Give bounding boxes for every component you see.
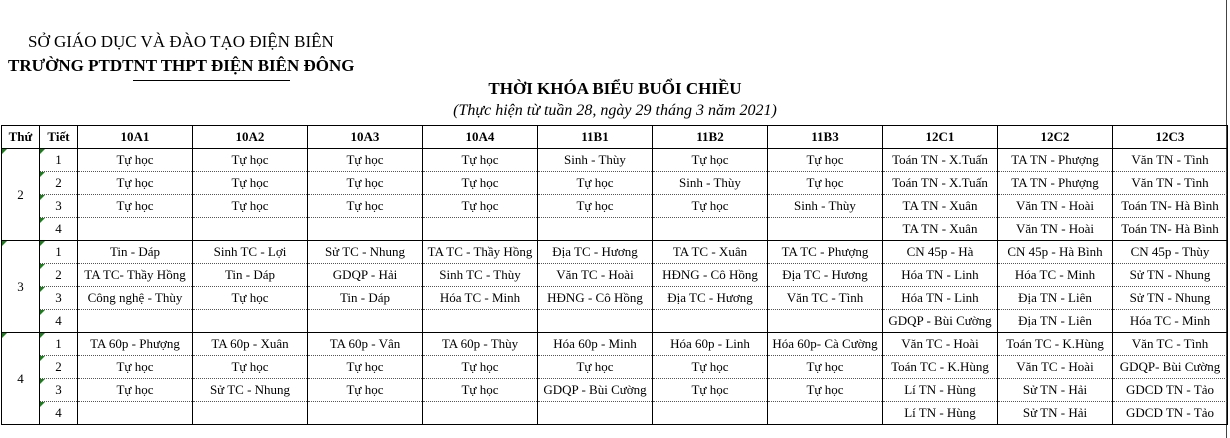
lesson-cell xyxy=(308,402,423,425)
lesson-cell: Văn TN - Hoài xyxy=(998,218,1113,241)
lesson-cell: Sử TN - Nhung xyxy=(1113,264,1228,287)
lesson-cell: Tự học xyxy=(308,149,423,172)
lesson-cell: Tự học xyxy=(193,287,308,310)
period-cell xyxy=(40,264,78,287)
lesson-cell: Lí TN - Hùng xyxy=(883,402,998,425)
cell-marker-icon xyxy=(40,356,45,361)
lesson-cell: Tự học xyxy=(538,195,653,218)
lesson-cell: Sử TN - Hải xyxy=(998,402,1113,425)
lesson-cell: TA TN - Xuân xyxy=(883,195,998,218)
lesson-cell: Công nghệ - Thùy xyxy=(78,287,193,310)
day-label: 3 xyxy=(17,278,24,294)
period-label: 3 xyxy=(55,290,62,305)
lesson-cell: Toán TN - X.Tuấn xyxy=(883,172,998,195)
lesson-cell: TA 60p - Vân xyxy=(308,333,423,356)
col-header-class: 12C3 xyxy=(1113,126,1228,149)
lesson-cell: TA 60p - Xuân xyxy=(193,333,308,356)
period-cell xyxy=(40,172,78,195)
cell-marker-icon xyxy=(40,241,45,246)
table-row xyxy=(2,264,1228,287)
lesson-cell: Hóa TC - Minh xyxy=(998,264,1113,287)
lesson-cell: Tự học xyxy=(308,195,423,218)
lesson-cell xyxy=(78,310,193,333)
lesson-cell: HĐNG - Cô Hồng xyxy=(653,264,768,287)
period-cell xyxy=(40,310,78,333)
cell-marker-icon xyxy=(2,149,7,154)
cell-marker-icon xyxy=(40,310,45,315)
lesson-cell: GDQP - Bùi Cường xyxy=(538,379,653,402)
period-cell xyxy=(40,379,78,402)
period-label: 4 xyxy=(55,313,62,328)
cell-marker-icon xyxy=(40,195,45,200)
lesson-cell: Tự học xyxy=(78,195,193,218)
table-row xyxy=(2,310,1228,333)
col-header-class: 12C2 xyxy=(998,126,1113,149)
lesson-cell: Sử TC - Nhung xyxy=(308,241,423,264)
lesson-cell: Tự học xyxy=(308,356,423,379)
table-row xyxy=(2,379,1228,402)
lesson-cell: TA 60p - Thùy xyxy=(423,333,538,356)
period-cell xyxy=(40,287,78,310)
lesson-cell xyxy=(308,218,423,241)
lesson-cell: Văn TC - Hoài xyxy=(883,333,998,356)
school-name: TRƯỜNG PTDTNT THPT ĐIỆN BIÊN ĐÔNG xyxy=(8,56,355,75)
lesson-cell: TA TN - Phượng xyxy=(998,149,1113,172)
col-header-tiet: Tiết xyxy=(40,126,78,149)
table-row xyxy=(2,333,1228,356)
department-name: SỞ GIÁO DỤC VÀ ĐÀO TẠO ĐIỆN BIÊN xyxy=(28,32,334,51)
lesson-cell xyxy=(653,310,768,333)
table-row xyxy=(2,195,1228,218)
timetable xyxy=(1,125,1228,425)
lesson-cell: Tự học xyxy=(768,149,883,172)
lesson-cell xyxy=(193,310,308,333)
lesson-cell xyxy=(538,218,653,241)
cell-marker-icon xyxy=(40,379,45,384)
lesson-cell: Tự học xyxy=(193,195,308,218)
lesson-cell: Tự học xyxy=(423,149,538,172)
cell-marker-icon xyxy=(40,264,45,269)
lesson-cell: Văn TC - Hoài xyxy=(998,356,1113,379)
lesson-cell: GDQP - Hải xyxy=(308,264,423,287)
lesson-cell: Tự học xyxy=(653,379,768,402)
period-cell xyxy=(40,333,78,356)
lesson-cell: Toán TC - K.Hùng xyxy=(883,356,998,379)
cell-marker-icon xyxy=(40,172,45,177)
lesson-cell: Hóa 60p - Minh xyxy=(538,333,653,356)
period-label: 1 xyxy=(55,152,62,167)
timetable-title: THỜI KHÓA BIỂU BUỔI CHIỀU xyxy=(488,79,742,98)
lesson-cell: CN 45p - Hà xyxy=(883,241,998,264)
period-label: 4 xyxy=(55,221,62,236)
lesson-cell: Toán TN - X.Tuấn xyxy=(883,149,998,172)
col-header-class: 12C1 xyxy=(883,126,998,149)
cell-marker-icon xyxy=(2,241,7,246)
day-label: 2 xyxy=(17,186,24,202)
period-label: 3 xyxy=(55,198,62,213)
period-cell xyxy=(40,402,78,425)
lesson-cell: TA TC- Thầy Hồng xyxy=(78,264,193,287)
lesson-cell: Tự học xyxy=(423,356,538,379)
lesson-cell: Tự học xyxy=(193,172,308,195)
lesson-cell xyxy=(423,218,538,241)
table-row xyxy=(2,172,1228,195)
cell-marker-icon xyxy=(40,287,45,292)
col-header-class: 10A3 xyxy=(308,126,423,149)
period-label: 1 xyxy=(55,244,62,259)
lesson-cell xyxy=(653,402,768,425)
lesson-cell xyxy=(768,310,883,333)
lesson-cell: Sử TN - Nhung xyxy=(1113,287,1228,310)
day-cell xyxy=(2,149,40,241)
day-cell xyxy=(2,333,40,425)
header-row xyxy=(2,126,1228,149)
lesson-cell: Địa TN - Liên xyxy=(998,287,1113,310)
lesson-cell: Tự học xyxy=(768,172,883,195)
lesson-cell: Sử TC - Nhung xyxy=(193,379,308,402)
lesson-cell: Sử TN - Hải xyxy=(998,379,1113,402)
col-header-class: 11B1 xyxy=(538,126,653,149)
period-label: 4 xyxy=(55,405,62,420)
lesson-cell: Tự học xyxy=(308,172,423,195)
lesson-cell: TA TN - Phượng xyxy=(998,172,1113,195)
cell-marker-icon xyxy=(40,402,45,407)
period-cell xyxy=(40,218,78,241)
lesson-cell: Toán TN- Hà Bình xyxy=(1113,195,1228,218)
period-cell xyxy=(40,149,78,172)
period-label: 3 xyxy=(55,382,62,397)
period-cell xyxy=(40,241,78,264)
lesson-cell: Tự học xyxy=(538,172,653,195)
lesson-cell: TA TC - Thầy Hồng xyxy=(423,241,538,264)
lesson-cell: TA 60p - Phượng xyxy=(78,333,193,356)
lesson-cell: Tự học xyxy=(193,356,308,379)
lesson-cell: Tự học xyxy=(653,195,768,218)
lesson-cell: CN 45p - Hà Bình xyxy=(998,241,1113,264)
cell-marker-icon xyxy=(2,333,7,338)
lesson-cell: Tự học xyxy=(653,356,768,379)
lesson-cell: Tự học xyxy=(78,356,193,379)
period-label: 2 xyxy=(55,267,62,282)
lesson-cell: Tự học xyxy=(193,149,308,172)
lesson-cell: Sinh TC - Lợi xyxy=(193,241,308,264)
lesson-cell: Tự học xyxy=(308,379,423,402)
lesson-cell: Lí TN - Hùng xyxy=(883,379,998,402)
lesson-cell: Hóa 60p- Cà Cường xyxy=(768,333,883,356)
cell-marker-icon xyxy=(40,149,45,154)
lesson-cell xyxy=(193,218,308,241)
lesson-cell: Tự học xyxy=(78,149,193,172)
lesson-cell: GDQP - Bùi Cường xyxy=(883,310,998,333)
lesson-cell: Tự học xyxy=(423,195,538,218)
lesson-cell: GDCD TN - Tảo xyxy=(1113,379,1228,402)
lesson-cell: HĐNG - Cô Hồng xyxy=(538,287,653,310)
lesson-cell: Tin - Dáp xyxy=(78,241,193,264)
lesson-cell: Tự học xyxy=(653,149,768,172)
lesson-cell: CN 45p - Thùy xyxy=(1113,241,1228,264)
col-header-class: 10A4 xyxy=(423,126,538,149)
lesson-cell: Tự học xyxy=(423,379,538,402)
lesson-cell: Tự học xyxy=(78,172,193,195)
lesson-cell: Hóa 60p - Linh xyxy=(653,333,768,356)
col-header-class: 10A1 xyxy=(78,126,193,149)
lesson-cell: Văn TC - Tình xyxy=(768,287,883,310)
lesson-cell: GDQP- Bùi Cường xyxy=(1113,356,1228,379)
period-cell xyxy=(40,356,78,379)
lesson-cell: Tự học xyxy=(768,379,883,402)
lesson-cell: Địa TC - Hương xyxy=(538,241,653,264)
lesson-cell xyxy=(538,402,653,425)
timetable-subtitle: (Thực hiện từ tuần 28, ngày 29 tháng 3 năm 2021) xyxy=(453,102,777,119)
lesson-cell: TA TN - Xuân xyxy=(883,218,998,241)
table-row xyxy=(2,149,1228,172)
lesson-cell xyxy=(768,218,883,241)
table-row xyxy=(2,218,1228,241)
lesson-cell xyxy=(538,310,653,333)
lesson-cell: Văn TN - Tình xyxy=(1113,149,1228,172)
lesson-cell: TA TC - Phượng xyxy=(768,241,883,264)
lesson-cell: Tự học xyxy=(538,356,653,379)
lesson-cell: Sinh - Thùy xyxy=(538,149,653,172)
lesson-cell: Địa TN - Liên xyxy=(998,310,1113,333)
lesson-cell: Tự học xyxy=(423,172,538,195)
lesson-cell: Sinh - Thùy xyxy=(653,172,768,195)
col-header-class: 11B2 xyxy=(653,126,768,149)
lesson-cell: GDCD TN - Tảo xyxy=(1113,402,1228,425)
lesson-cell: Tin - Dáp xyxy=(308,287,423,310)
lesson-cell xyxy=(78,402,193,425)
lesson-cell xyxy=(423,402,538,425)
cell-marker-icon xyxy=(40,333,45,338)
lesson-cell xyxy=(423,310,538,333)
lesson-cell: Địa TC - Hương xyxy=(653,287,768,310)
period-label: 2 xyxy=(55,359,62,374)
day-label: 4 xyxy=(17,370,24,386)
lesson-cell: Hóa TC - Minh xyxy=(1113,310,1228,333)
lesson-cell xyxy=(653,218,768,241)
lesson-cell: TA TC - Xuân xyxy=(653,241,768,264)
period-cell xyxy=(40,195,78,218)
lesson-cell xyxy=(193,402,308,425)
lesson-cell: Hóa TN - Linh xyxy=(883,287,998,310)
lesson-cell: Văn TN - Tình xyxy=(1113,172,1228,195)
col-header-class: 11B3 xyxy=(768,126,883,149)
lesson-cell: Văn TN - Hoài xyxy=(998,195,1113,218)
lesson-cell: Văn TC - Hoài xyxy=(538,264,653,287)
lesson-cell: Sinh - Thùy xyxy=(768,195,883,218)
table-row xyxy=(2,356,1228,379)
period-label: 1 xyxy=(55,336,62,351)
lesson-cell xyxy=(768,402,883,425)
lesson-cell: Tin - Dáp xyxy=(193,264,308,287)
lesson-cell: Hóa TC - Minh xyxy=(423,287,538,310)
table-row xyxy=(2,241,1228,264)
col-header-class: 10A2 xyxy=(193,126,308,149)
table-row xyxy=(2,287,1228,310)
lesson-cell: Địa TC - Hương xyxy=(768,264,883,287)
cell-marker-icon xyxy=(40,218,45,223)
day-cell xyxy=(2,241,40,333)
lesson-cell: Toán TN- Hà Bình xyxy=(1113,218,1228,241)
lesson-cell xyxy=(78,218,193,241)
lesson-cell: Tự học xyxy=(78,379,193,402)
period-label: 2 xyxy=(55,175,62,190)
lesson-cell: Sinh TC - Thùy xyxy=(423,264,538,287)
lesson-cell: Tự học xyxy=(768,356,883,379)
table-row xyxy=(2,402,1228,425)
lesson-cell: Văn TC - Tình xyxy=(1113,333,1228,356)
col-header-thu: Thứ xyxy=(2,126,40,149)
lesson-cell: Hóa TN - Linh xyxy=(883,264,998,287)
lesson-cell: Toán TC - K.Hùng xyxy=(998,333,1113,356)
lesson-cell xyxy=(308,310,423,333)
